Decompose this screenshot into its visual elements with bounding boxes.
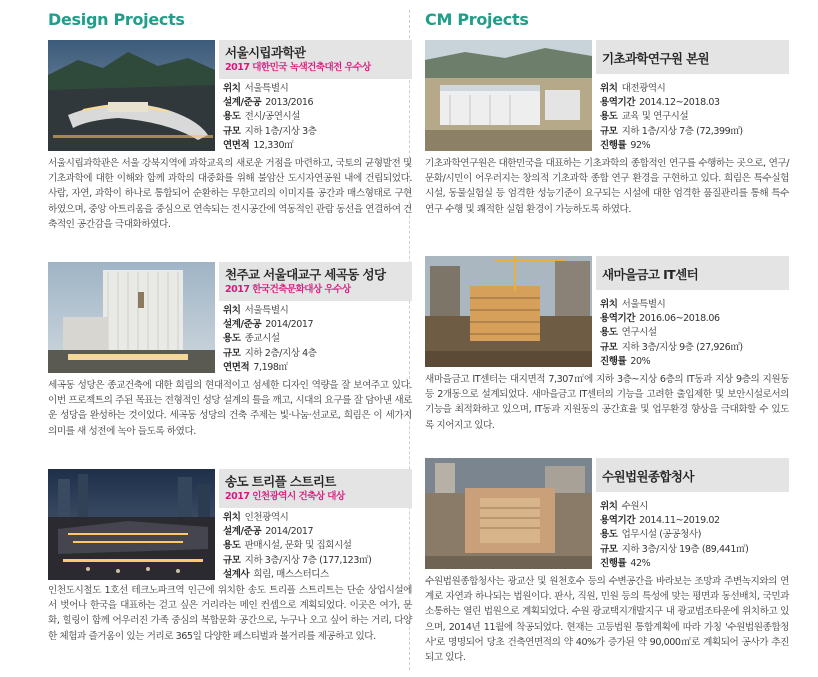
column-divider (409, 10, 410, 670)
info-service-period: 용역기간 2014.12~2018.03 (600, 97, 720, 109)
info-location: 위치 대전광역시 (600, 83, 666, 94)
info-use: 용도 업무시설 (공공청사) (600, 529, 702, 541)
info-design-completion: 설계/준공 2013/2016 (223, 97, 314, 109)
project-description: 서울시립과학관은 서울 강북지역에 과학교육의 새로운 거점을 마련하고, 국토의 균형발전 및 기초과학에 대한 이해와 함께 과학의 대중화를 위해 불암산 도시자연공원 내에 건립되었다. 사람, 자연, 과학이 하나로 통합되어 순환하는 무한고리의 이미지를 공간과 매스형태로 구현하였으며, 중앙 아트리움을 중심으로 연속되는 전시공간에 역동적인 관람 동선을 연결하여 건축적인 공간감을 극대화하였다. (48, 158, 412, 230)
project-description: 세곡동 성당은 종교건축에 대한 희림의 현대적이고 섬세한 디자인 역량을 잘 보여주고 있다. 이번 프로젝트의 주된 목표는 전형적인 성당 설계의 틀을 깨고, 시대의 요구를 잘 담아낸 새로운 성당을 완성하는 것이었다. 세곡동 성당의 건축 주제는 빛·나눔·선교로, 희림은 이 세가지 의미를 새 성전에 녹아 들도록 하였다. (48, 380, 412, 437)
info-progress: 진행률 42% (600, 557, 651, 569)
info-use: 용도 판매시설, 문화 및 집회시설 (223, 540, 352, 552)
project-description: 기초과학연구원은 대한민국을 대표하는 기초과학의 종합적인 연구를 수행하는 곳으로, 연구/문화/시민이 어우러지는 창의적 기초과학 종합 연구 환경을 구현하고 있다. 희림은 특수실험시설, 동물실험실 등 엄격한 성능기준이 요구되는 시설에 대한 엄격한 품질관리를 통해 특수연구 수행 및 쾌적한 실험 환경이 가능하도록 하였다. (425, 158, 789, 215)
project-name: 기초과학연구원 본원 (602, 51, 710, 66)
info-design-completion: 설계/준공 2014/2017 (223, 319, 314, 331)
project-header (219, 262, 412, 301)
info-location: 위치 서울특별시 (223, 305, 289, 316)
info-location: 위치 인천광역시 (223, 512, 289, 523)
project-photo (48, 262, 215, 373)
info-location: 위치 수원시 (600, 501, 648, 512)
info-scale: 규모 지하 3층/지상 7층 (177,123㎡) (223, 554, 372, 566)
cm-projects-heading: CM Projects (425, 10, 529, 29)
project-header (219, 469, 412, 508)
project-description: 인천도시철도 1호선 테크노파크역 인근에 위치한 송도 트리플 스트리트는 단순 상업시설에서 벗어나 한국을 대표하는 걷고 싶은 거리라는 메인 컨셉으로 계획되었다. 이곳은 여가, 문화, 힐링이 함께 어우러진 가족 중심의 복합문화 공간으로, 누구나 오고 싶어 하는 거리, 다양한 체험과 즐거움이 있는 거리로 365일 다양한 페스티벌과 볼거리를 제공하고 있다. (48, 585, 412, 642)
info-progress: 진행률 20% (600, 355, 651, 367)
project-info (223, 304, 317, 375)
info-scale: 규모 지하 3층/지상 9층 (27,926㎡) (600, 341, 743, 353)
project-photo (48, 40, 215, 151)
project-description: 새마을금고 IT센터는 대지면적 7,307㎡에 지하 3층~지상 6층의 IT동과 지상 9층의 지원동 등 2개동으로 설계되었다. 새마을금고 IT센터의 기능을 고려한 출입제한 및 보안시설로서의 기능을 최적화하고 있으며, IT동과 지원동의 공간효율 및 업무환경 향상을 극대화할 수 있도록 지어지고 있다. (425, 374, 789, 431)
info-service-period: 용역기간 2016.06~2018.06 (600, 313, 720, 325)
info-use: 용도 전시/공연시설 (223, 111, 301, 123)
project-photo (425, 40, 592, 151)
info-location: 위치 서울특별시 (223, 83, 289, 94)
info-progress: 진행률 92% (600, 139, 651, 151)
info-scale: 규모 지하 3층/지상 19층 (89,441㎡) (600, 543, 749, 555)
info-floor-area: 연면적 7,198㎡ (223, 361, 288, 373)
info-designer: 설계사 희림, 매스스터디스 (223, 568, 329, 580)
project-photo (425, 256, 592, 367)
info-scale: 규모 지하 1층/지상 7층 (72,399㎡) (600, 125, 743, 137)
project-info (223, 82, 317, 153)
project-info (600, 298, 743, 369)
project-header (596, 256, 789, 290)
info-use: 용도 종교시설 (223, 333, 280, 345)
project-name: 송도 트리플 스트리트 (225, 474, 336, 489)
design-projects-heading: Design Projects (48, 10, 185, 29)
info-scale: 규모 지하 2층/지상 4층 (223, 347, 317, 359)
info-use: 용도 연구시설 (600, 327, 657, 339)
project-award: 2017 대한민국 녹색건축대전 우수상 (225, 62, 371, 73)
project-name: 새마을금고 IT센터 (602, 267, 699, 282)
project-name: 천주교 서울대교구 세곡동 성당 (225, 267, 386, 282)
project-info (600, 500, 748, 571)
project-header (596, 458, 789, 492)
project-name: 수원법원종합청사 (602, 469, 694, 484)
project-award: 2017 인천광역시 건축상 대상 (225, 491, 345, 502)
project-photo (425, 458, 592, 569)
project-header (596, 40, 789, 74)
info-use: 용도 교육 및 연구시설 (600, 111, 689, 123)
info-floor-area: 연면적 12,330㎡ (223, 139, 294, 151)
info-location: 위치 서울특별시 (600, 299, 666, 310)
info-design-completion: 설계/준공 2014/2017 (223, 526, 314, 538)
info-scale: 규모 지하 1층/지상 3층 (223, 125, 317, 137)
info-service-period: 용역기간 2014.11~2019.02 (600, 515, 720, 527)
project-info (223, 511, 371, 582)
project-award: 2017 한국건축문화대상 우수상 (225, 284, 351, 295)
project-header (219, 40, 412, 79)
project-description: 수원법원종합청사는 광교산 및 원천호수 등의 수변공간을 바라보는 조망과 주변녹지와의 연계로 자연과 하나되는 법원이다. 판사, 직원, 민원 등의 특성에 맞는 평면과 동선배치, 국민과 소통하는 열린 법원으로 계획되었다. 수원 광교택지개발지구 내 광교법조타운에 위치하고 있으며, 2014년 11월에 착공되었다. 현재는 고등법원 통합계획에 따라 가칭 '수원법원종합청사'로 명명되어 당초 건축연면적의 약 40%가 증가된 약 90,000㎡로 계획되어 공사가 추진되고 있다. (425, 576, 789, 664)
project-name: 서울시립과학관 (225, 45, 306, 60)
project-photo (48, 469, 215, 580)
project-info (600, 82, 743, 153)
